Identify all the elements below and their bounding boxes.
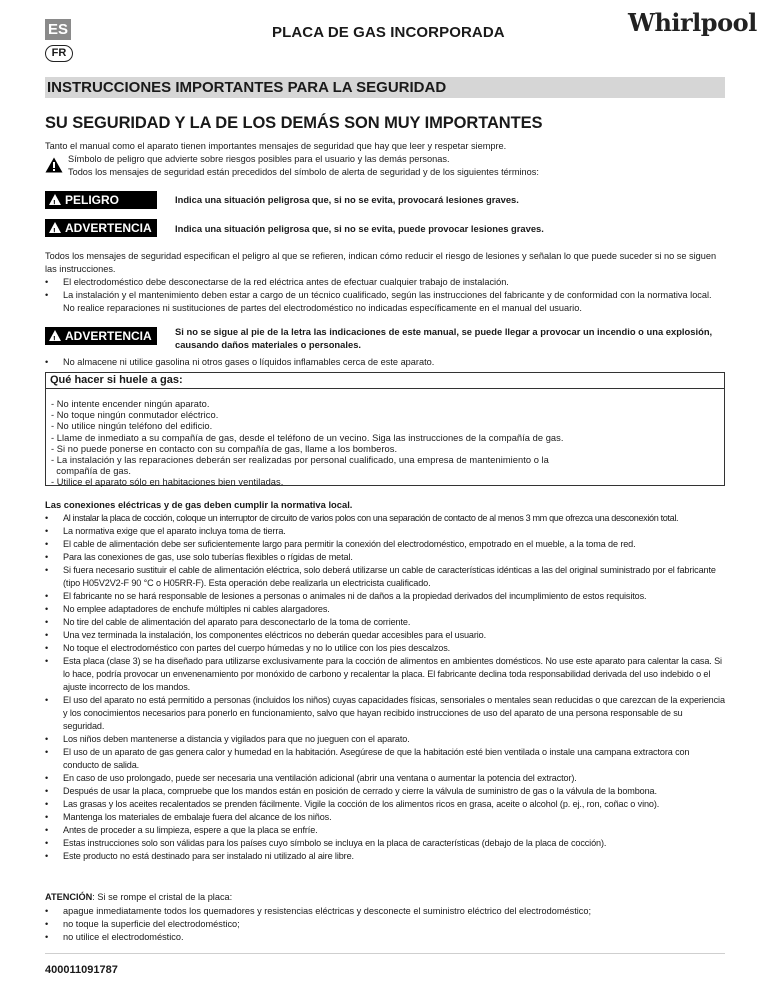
list-item: • Al instalar la placa de cocción, coloque un interruptor de circuito de varios polos con una separación de contacto de al menos 3 mm que ofrezca una desconexión total. [45,513,679,523]
list-item: - Utilice el aparato sólo en habitaciones bien ventiladas. [51,477,284,488]
list-item: • El fabricante no se hará responsable de lesiones a personas o animales ni de daños a la propiedad derivados del incumplimiento de estos requisitos. [45,591,647,601]
list-item: • El electrodoméstico debe desconectarse de la red eléctrica antes de efectuar cualquier trabajo de instalación. [45,277,509,287]
list-item: • El cable de alimentación debe ser suficientemente largo para permitir la conexión del electrodoméstico, empotrado en el mueble, a la toma de red. [45,539,636,549]
intro-line-1: Tanto el manual como el aparato tienen importantes mensajes de seguridad que hay que leer y respetar siempre. [45,141,507,151]
list-item: • La instalación y el mantenimiento deben estar a cargo de un técnico cualificado, según las instrucciones del fabricante y de conformidad con la normativa local. No realice reparaciones ni sustituciones de partes del electrodoméstico no indicadas específicamente en el manual del usuario. [45,290,712,313]
list-item: • No toque el electrodoméstico con partes del cuerpo húmedas y no lo utilice con los pies descalzos. [45,643,451,653]
list-item: • apague inmediatamente todos los quemadores y resistencias eléctricas y desconecte el suministro eléctrico del electrodoméstico; [45,906,592,916]
warning-badge-2 [45,327,157,345]
list-item: - No toque ningún conmutador eléctrico. [51,410,219,421]
list-item: - Si no puede ponerse en contacto con su compañía de gas, llame a los bomberos. [51,443,398,454]
warning-badge-label: ADVERTENCIA [65,221,152,235]
alert-triangle-icon [49,330,61,341]
list-item: • no toque la superficie del electrodoméstico; [45,919,240,929]
list-item: • No emplee adaptadores de enchufe múltiples ni cables alargadores. [45,604,330,614]
warning-badge [45,219,157,237]
warning-badge-label: ADVERTENCIA [65,329,152,343]
gas-smell-title: Qué hacer si huele a gas: [46,373,724,389]
language-badge-es: ES [45,19,71,40]
footer-divider [45,953,725,954]
list-item: • Para las conexiones de gas, use solo tuberías flexibles o rígidas de metal. [45,552,353,562]
list-item: • Después de usar la placa, compruebe que los mandos están en posición de cerrado y cierre la válvula de suministro de gas o la válvula de la bombona. [45,786,657,796]
document-code: 400011091787 [45,964,118,976]
list-item: - Llame de inmediato a su compañía de gas, desde el teléfono de un vecino. Siga las instrucciones de la compañía de gas. [51,432,564,443]
danger-badge [45,191,157,209]
section-title-bar: INSTRUCCIONES IMPORTANTES PARA LA SEGURIDAD [45,77,725,98]
brand-logo: Whirlpool [628,8,757,37]
list-item: • La normativa exige que el aparato incluya toma de tierra. [45,526,286,536]
list-item: - No intente encender ningún aparato. [51,399,210,409]
list-item: • Antes de proceder a su limpieza, espere a que la placa se enfríe. [45,825,318,835]
list-item: • Mantenga los materiales de embalaje fuera del alcance de los niños. [45,812,332,822]
list-item: • El uso del aparato no está permitido a personas (incluidos los niños) cuyas capacidades físicas, sensoriales o mentales sean reducidas o que carezcan de la experiencia y los conocimientos necesarios para ponerlo en funcionamiento, salvo que hayan recibido instrucciones de uso del aparato de una persona responsable de su seguridad. [45,695,725,731]
danger-description: Indica una situación peligrosa que, si no se evita, provocará lesiones graves. [175,194,519,205]
alert-triangle-icon [49,222,61,233]
language-badge-fr: FR [45,45,73,62]
warning-description: Indica una situación peligrosa que, si no se evita, puede provocar lesiones graves. [175,223,544,234]
list-item: • En caso de uso prolongado, puede ser necesaria una ventilación adicional (abrir una ventana o aumentar la potencia del extractor). [45,773,577,783]
list-item: - No utilice ningún teléfono del edificio. [51,421,213,432]
document-title: PLACA DE GAS INCORPORADA [272,24,505,41]
list-item: • Este producto no está destinado para ser instalado ni utilizado al aire libre. [45,851,354,861]
list-item: • Si fuera necesario sustituir el cable de alimentación eléctrica, solo deberá utilizarse un cable de características idénticas a las del original suministrado por el fabricante (tipo H05V2V2-F 90 °C o H05RR-F). Esta operación debe realizarla un electricista cualificado. [45,565,716,588]
list-item: • Una vez terminada la instalación, los componentes eléctricos no deberán quedar accesibles para el usuario. [45,630,487,640]
connections-list [45,512,725,863]
gas-smell-box [45,372,725,486]
list-item: • Las grasas y los aceites recalentados se prenden fácilmente. Vigile la cocción de los alimentos ricos en grasa, aceite o alcohol (p. ej., ron, coñac o vino). [45,799,660,809]
list-item: • no utilice el electrodoméstico. [45,932,184,942]
general-paragraph: Todos los mensajes de seguridad especifican el peligro al que se refieren, indican cómo reducir el riesgo de lesiones y señalan lo que puede suceder si no se siguen las instrucciones. [45,251,717,274]
danger-warning-icon [45,157,63,173]
main-heading: SU SEGURIDAD Y LA DE LOS DEMÁS SON MUY IMPORTANTES [45,114,543,132]
list-item: • No almacene ni utilice gasolina ni otros gases o líquidos inflamables cerca de este aparato. [45,357,435,367]
attention-list [45,905,725,944]
danger-badge-label: PELIGRO [65,193,120,207]
list-item: • No tire del cable de alimentación del aparato para desconectarlo de la toma de corriente. [45,617,411,627]
connections-heading: Las conexiones eléctricas y de gas deben cumplir la normativa local. [45,499,353,510]
list-item: • Esta placa (clase 3) se ha diseñado para utilizarse exclusivamente para la cocción de alimentos en ambientes domésticos. No use este aparato para calentar la casa. Si lo hace, podría provocar un envenenamiento por monóxido de carbono y recalentar la placa. El fabricante declina toda responsabilidad derivada del uso indebido o el ajuste incorrecto de los mandos. [45,656,722,692]
list-item: • Los niños deben mantenerse a distancia y vigilados para que no jueguen con el aparato. [45,734,410,744]
alert-triangle-icon [49,194,61,205]
list-item: • Estas instrucciones solo son válidas para los países cuyo símbolo se incluya en la placa de características (debajo de la placa de cocción). [45,838,607,848]
list-item: • El uso de un aparato de gas genera calor y humedad en la habitación. Asegúrese de que la habitación esté bien ventilada o instale una campana extractora con conducto de salida. [45,747,690,770]
intro-line-3: Todos los mensajes de seguridad están precedidos del símbolo de alerta de seguridad y de los siguientes términos: [68,167,539,177]
gas-smell-list [51,399,721,489]
attention-heading: ATENCIÓN: Si se rompe el cristal de la placa: [45,892,233,902]
list-item: - La instalación y las reparaciones deberán ser realizadas por personal cualificado, una empresa de mantenimiento o la compañía de gas. [51,455,549,477]
fire-explosion-warning: Si no se sigue al pie de la letra las indicaciones de este manual, se puede llegar a provocar un incendio o una explosión, causando daños materiales o personales. [175,326,713,350]
intro-line-2: Símbolo de peligro que advierte sobre riesgos posibles para el usuario y las demás personas. [68,154,450,164]
